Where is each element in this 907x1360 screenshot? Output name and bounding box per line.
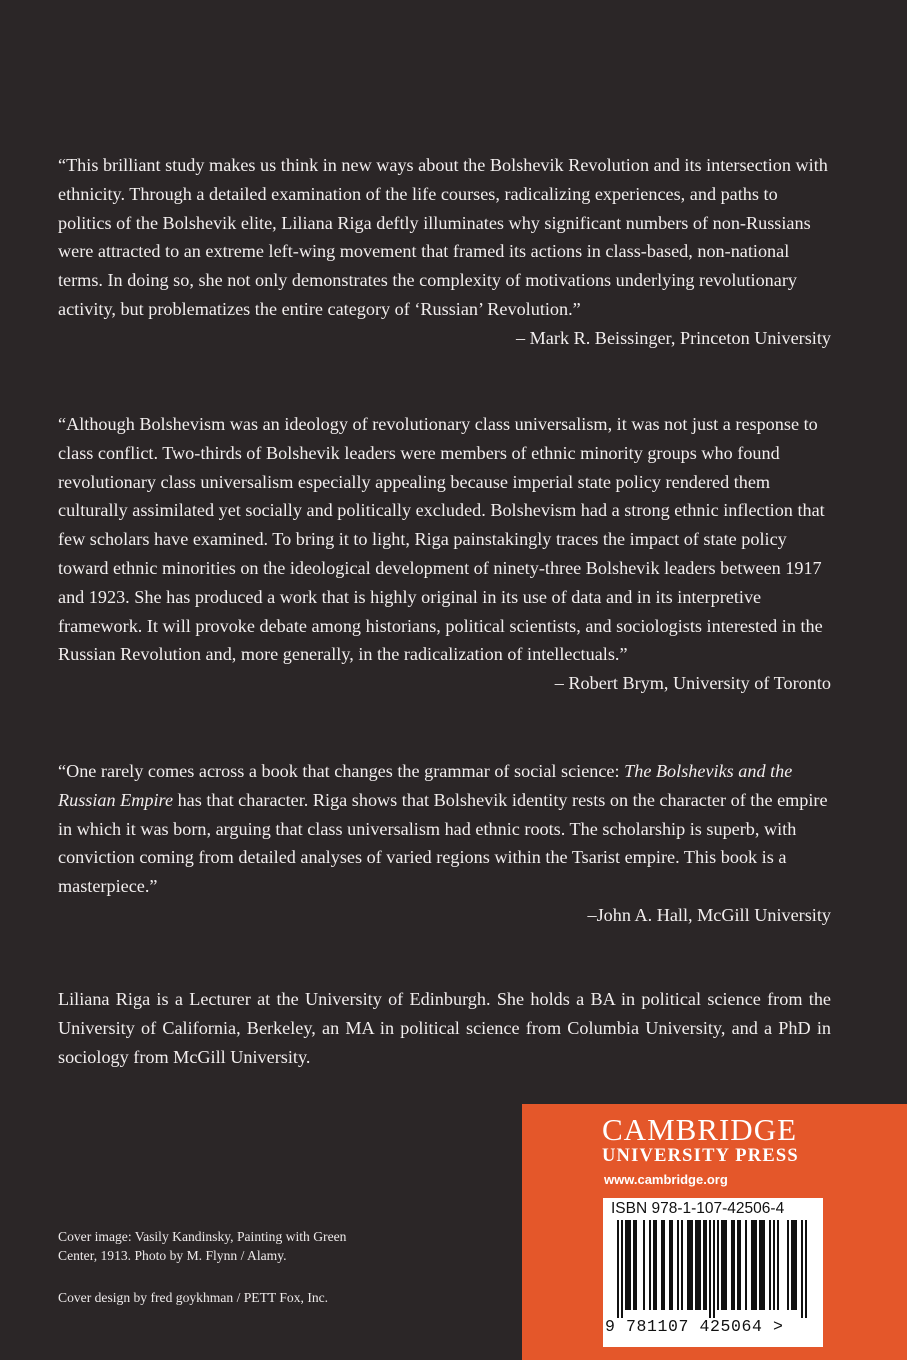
publisher-subtitle: UNIVERSITY PRESS: [602, 1146, 799, 1166]
isbn-label: ISBN 978-1-107-42506-4: [611, 1200, 785, 1217]
barcode-bar: [655, 1220, 657, 1310]
barcode-bar: [733, 1220, 735, 1310]
barcode-bar: [681, 1220, 683, 1310]
barcode-bar: [699, 1220, 701, 1310]
publisher-url[interactable]: www.cambridge.org: [604, 1172, 728, 1187]
barcode-bar: [777, 1220, 779, 1310]
quote-text: “This brilliant study makes us think in new ways about the Bolshevik Revolution and its intersection with ethnicity. Through a detailed examination of the life courses, radicalizing experiences, and paths to politics of the Bolshevik elite, Liliana Riga deftly illuminates why significant numbers of non-Russians were attracted to an extreme left-wing movement that framed its actions in class-based, non-national terms. In doing so, she not only demonstrates the complexity of motivations underlying revolutionary activity, but problematizes the entire category of ‘Russian’ Revolution.”: [58, 155, 828, 319]
barcode-bar: [709, 1220, 711, 1318]
barcode-bar: [661, 1220, 663, 1310]
blurb-brym: [58, 410, 831, 698]
barcode-bar: [713, 1220, 715, 1318]
barcode-bar: [769, 1220, 771, 1310]
barcode-bar: [801, 1220, 803, 1318]
barcode-bar: [791, 1220, 793, 1310]
barcode-bar: [663, 1220, 665, 1310]
barcode-bar: [633, 1220, 635, 1310]
barcode-bar: [739, 1220, 741, 1310]
quote-attribution: –John A. Hall, McGill University: [587, 904, 831, 925]
cover-image-credit: Cover image: Vasily Kandinsky, Painting with Green Center, 1913. Photo by M. Flynn / Alamy.: [58, 1229, 347, 1263]
barcode-bar: [773, 1220, 775, 1310]
barcode-bar: [753, 1220, 755, 1310]
barcode-bar: [617, 1220, 619, 1318]
barcode-panel: [603, 1198, 823, 1347]
barcode-bar: [751, 1220, 753, 1310]
quote-text-start: “One rarely comes across a book that changes the grammar of social science:: [58, 761, 625, 781]
barcode-bar: [795, 1220, 797, 1310]
quote-text: [58, 757, 831, 901]
barcode-bar: [669, 1220, 671, 1310]
cover-design-credit: Cover design by fred goykhman / PETT Fox, Inc.: [58, 1290, 329, 1305]
barcode-bar: [627, 1220, 629, 1310]
barcode-bar: [671, 1220, 673, 1310]
barcode-bar: [755, 1220, 757, 1310]
ean-digits: 9 781107 425064 >: [605, 1317, 784, 1336]
barcode-bar: [697, 1220, 699, 1310]
barcode-bar: [763, 1220, 765, 1310]
barcode-bar: [731, 1220, 733, 1310]
barcode-bar: [649, 1220, 651, 1310]
barcode-bar: [687, 1220, 689, 1310]
barcode-bar: [717, 1220, 719, 1310]
quote-text: “Although Bolshevism was an ideology of revolutionary class universalism, it was not just a response to class conflict. Two-thirds of Bolshevik leaders were members of ethnic minority groups who found revolutionary class universalism especially appealing because imperial state policy rendered them culturally assimilated yet socially and politically excluded. Bolshevism had a strong ethnic inflection that few scholars have examined. To bring it to light, Riga painstakingly traces the impact of state policy toward ethnic minorities on the ideological development of ninety-three Bolshevik leaders between 1917 and 1923. She has produced a work that is highly original in its use of data and in its interpretive framework. It will provoke debate among historians, political scientists, and sociologists interested in the Russian Revolution and, more generally, in the radicalization of intellectuals.”: [58, 414, 825, 665]
barcode-bar: [677, 1220, 679, 1310]
barcode-bar: [805, 1220, 807, 1318]
blurb-hall: [58, 757, 831, 930]
quote-text-end: has that character. Riga shows that Bolshevik identity rests on the character of the empire in which it was born, arguing that class universalism had ethnic roots. The scholarship is superb, with conviction coming from detailed analyses of varied regions within the Tsarist empire. This book is a masterpiece.”: [58, 789, 828, 897]
author-bio: Liliana Riga is a Lecturer at the University of Edinburgh. She holds a BA in political science from the University of California, Berkeley, an MA in political science from Columbia University, and a PhD in sociology from McGill University.: [58, 989, 831, 1067]
barcode-bar: [721, 1220, 723, 1310]
barcode-bar: [787, 1220, 789, 1310]
barcode-bar: [695, 1220, 697, 1310]
barcode-bar: [723, 1220, 725, 1310]
barcode-bar: [621, 1220, 623, 1318]
barcode-bar: [703, 1220, 705, 1310]
barcode-icon: [613, 1220, 813, 1318]
barcode-bar: [635, 1220, 637, 1310]
barcode-bar: [793, 1220, 795, 1310]
book-title: The Bolsheviks and the Russian Empire: [58, 761, 793, 810]
barcode-bar: [761, 1220, 763, 1310]
publisher-panel: [522, 1104, 907, 1360]
blurb-beissinger: [58, 151, 831, 353]
barcode-bar: [691, 1220, 693, 1310]
barcode-bar: [705, 1220, 707, 1310]
barcode-bar: [643, 1220, 645, 1310]
barcode-bar: [759, 1220, 761, 1310]
barcode-bar: [625, 1220, 627, 1310]
barcode-bar: [745, 1220, 747, 1310]
quote-attribution: – Robert Brym, University of Toronto: [554, 673, 831, 694]
publisher-name: CAMBRIDGE: [602, 1112, 798, 1147]
barcode-bar: [725, 1220, 727, 1310]
barcode-bar: [737, 1220, 739, 1310]
quote-attribution: – Mark R. Beissinger, Princeton University: [516, 327, 831, 348]
barcode-bar: [689, 1220, 691, 1310]
barcode-bar: [629, 1220, 631, 1310]
barcode-bar: [653, 1220, 655, 1310]
